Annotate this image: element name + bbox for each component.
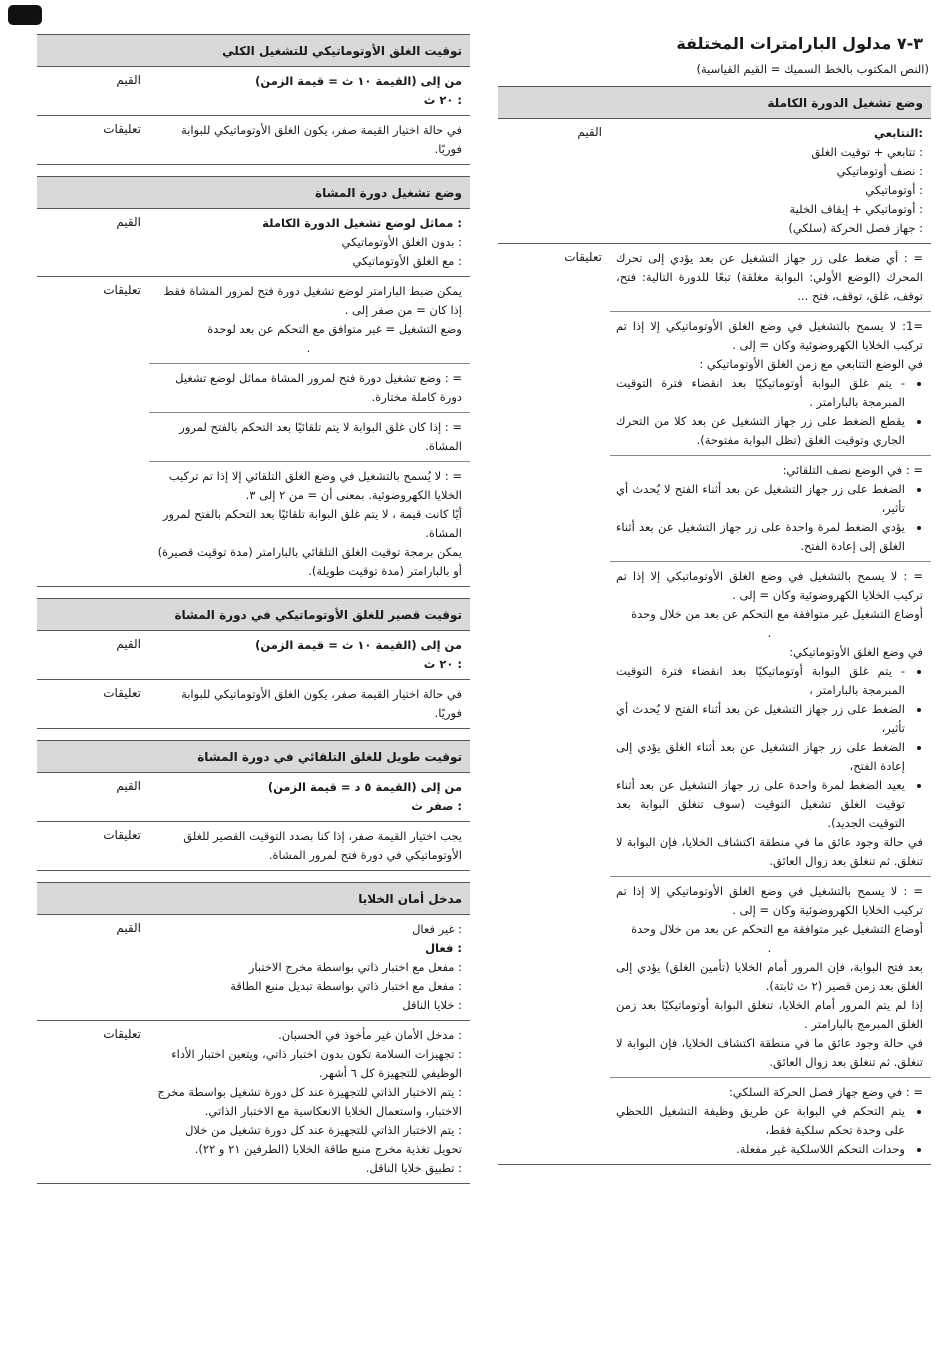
table-title: وضع تشغيل الدورة الكاملة — [610, 87, 931, 119]
comment-block: = : وضع تشغيل دورة فتح لمرور المشاة مماثل لوضع تشغيل دورة كاملة مختارة. — [149, 364, 470, 413]
table-title: توقيت قصير للغلق الأوتوماتيكي في دورة المشاة — [149, 599, 470, 631]
comment-block: =1: لا يسمح بالتشغيل في وضع الغلق الأوتوماتيكي إلا إذا تم تركيب الخلايا الكهروضوئية وكان = إلى . في الوضع التتابعي مع زمن الغلق الأوتوماتيكي : • - يتم غلق البوابة أوتوماتيكيًا بعد انقضاء فترة التوقيت المبرمجة بالبارامتر . • يقطع الضغط على زر جهاز التشغيل عن بعد كلا من التحرك الجاري وتوقيت الغلق (تظل البوابة مفتوحة). — [610, 312, 931, 456]
left-column — [37, 34, 470, 1184]
table-title: مدخل أمان الخلايا — [149, 883, 470, 915]
values-range: من إلى (القيمة ١٠ ث = قيمة الزمن) : ٢٠ ث — [255, 638, 462, 671]
comment-block: = : في وضع جهاز فصل الحركة السلكي: • يتم التحكم في البوابة عن طريق وظيفة التشغيل اللحظي على وحدة تحكم سلكية فقط، • وحدات التحكم اللاسلكية غير مفعلة. — [610, 1078, 931, 1164]
right-column — [498, 34, 931, 1165]
comment-block: يمكن ضبط البارامتر لوضع تشغيل دورة فتح لمرور المشاة فقط إذا كان = من صفر إلى . وضع التشغيل = غير متوافق مع التحكم عن بعد لوحدة . — [149, 277, 470, 364]
values-label: القيم — [37, 915, 149, 1021]
comment-text: في حالة اختيار القيمة صفر، يكون الغلق الأوتوماتيكي للبوابة فوريًا. — [181, 123, 462, 156]
comments-label: تعليقات — [37, 277, 149, 587]
comment-block: = : إذا كان غلق البوابة لا يتم تلقائيًا بعد التحكم بالفتح لمرور المشاة. — [149, 413, 470, 462]
values-label: القيم — [37, 631, 149, 680]
values-list: : غير فعال : فعال : مفعل مع اختبار ذاتي بواسطة مخرج الاختبار : مفعل مع اختبار ذاتي بواسطة تبديل منبع الطاقة : خلايا الناقل — [230, 922, 462, 1012]
comments-label: تعليقات — [37, 116, 149, 165]
comment-block: = : لا يسمح بالتشغيل في وضع الغلق الأوتوماتيكي إلا إذا تم تركيب الخلايا الكهروضوئية وكان = إلى . أوضاع التشغيل غير متوافقة مع التحكم عن بعد من خلال وحدة . في وضع الغلق الأوتوماتيكي: • - يتم غلق البوابة أوتوماتيكيًا بعد انقضاء فترة التوقيت المبرمجة بالبارامتر ، • الضغط على زر جهاز التشغيل عن بعد أثناء الفتح لا يُحدث أي تأثير، • الضغط على زر جهاز التشغيل عن بعد أثناء الغلق يؤدي إلى إعادة الفتح، • يعيد الضغط لمرة واحدة على زر جهاز التشغيل عن بعد أثناء توقيت الغلق تشغيل التوقيت (سوف تنغلق البوابة بعد التوقيت الجديد). في حالة وجود عائق ما في منطقة اكتشاف الخلايا، فإن البوابة لا تنغلق. ثم تنغلق بعد زوال العائق. — [610, 562, 931, 877]
comment-block: = : لا يسمح بالتشغيل في وضع الغلق الأوتوماتيكي إلا إذا تم تركيب الخلايا الكهروضوئية وكان = إلى . أوضاع التشغيل غير متوافقة مع التحكم عن بعد من خلال وحدة . بعد فتح البوابة، فإن المرور أمام الخلايا (تأمين الغلق) يؤدي إلى الغلق بعد زمن قصير (٢ ث ثابتة). إذا لم يتم المرور أمام الخلايا، تنغلق البوابة أوتوماتيكيًا بعد زمن الغلق المبرمج بالبارامتر . في حالة وجود عائق ما في منطقة اكتشاف الخلايا، فإن البوابة لا تنغلق. ثم تنغلق بعد زوال العائق. — [610, 877, 931, 1078]
values-label: القيم — [498, 119, 610, 244]
comments-label: تعليقات — [37, 680, 149, 729]
page-number-tab — [8, 5, 42, 25]
parameters-tables — [37, 34, 470, 1184]
values-range: من إلى (القيمة ٥ د = قيمة الزمن) : صفر ث — [267, 780, 462, 813]
comments-label: تعليقات — [498, 244, 610, 1165]
table-title: توقيت الغلق الأوتوماتيكي للتشغيل الكلي — [149, 35, 470, 67]
table-title: وضع تشغيل دورة المشاة — [149, 177, 470, 209]
comments-label: تعليقات — [37, 822, 149, 871]
comment-text: في حالة اختيار القيمة صفر، يكون الغلق الأوتوماتيكي للبوابة فوريًا. — [181, 687, 462, 720]
section-title: ٣-٧ مدلول البارامترات المختلفة — [676, 34, 923, 53]
values-list: : مماثل لوضع تشغيل الدورة الكاملة : بدون الغلق الأوتوماتيكي : مع الغلق الأوتوماتيكي — [262, 216, 462, 268]
comment-block: = : لا يُسمح بالتشغيل في وضع الغلق التلقائي إلا إذا تم تركيب الخلايا الكهروضوئية. بمعنى أن = من ٢ إلى ٣. أيًا كانت قيمة ، لا يتم غلق البوابة تلقائيًا بعد التحكم بالفتح لمرور المشاة. يمكن برمجة توقيت الغلق التلقائي بالبارامتر (مدة توقيت قصيرة) أو بالبارامتر (مدة توقيت طويلة). — [157, 469, 462, 578]
values-list: :التتابعي : تتابعي + توقيت الغلق : نصف أوتوماتيكي : أوتوماتيكي : أوتوماتيكي + إيقاف الخلية : جهاز فصل الحركة (سلكي) — [788, 126, 923, 235]
comment-text: يجب اختيار القيمة صفر، إذا كنا بصدد التوقيت القصير للغلق الأوتوماتيكي في دورة فتح لمرور المشاة. — [183, 829, 462, 862]
table-title: توقيت طويل للغلق التلقائي في دورة المشاة — [149, 741, 470, 773]
full-cycle-mode-table — [498, 86, 931, 1165]
section-subtitle: (النص المكتوب بالخط السميك = القيم القياسية) — [696, 62, 929, 76]
values-label: القيم — [37, 67, 149, 116]
values-label: القيم — [37, 209, 149, 277]
values-label: القيم — [37, 773, 149, 822]
comments-label: تعليقات — [37, 1021, 149, 1184]
values-range: من إلى (القيمة ١٠ ث = قيمة الزمن) : ٢٠ ث — [255, 74, 462, 107]
comment-block: = : أي ضغط على زر جهاز التشغيل عن بعد يؤدي إلى تحرك المحرك (الوضع الأولي: البوابة مغلقة) تبعًا للدورة التالية: فتح، توقف، غلق، توقف، فتح ... — [610, 244, 931, 312]
comment-block: = : في الوضع نصف التلقائي: • الضغط على زر جهاز التشغيل عن بعد أثناء الفتح لا يُحدث أي تأثير، • يؤدي الضغط لمرة واحدة على زر جهاز التشغيل عن بعد أثناء الغلق إلى إعادة الفتح. — [610, 456, 931, 562]
comments-list: : مدخل الأمان غير مأخوذ في الحسبان. : تجهيزات السلامة تكون بدون اختبار ذاتي، ويتعين اختبار الأداء الوظيفي للتجهيزة كل ٦ أشهر. : يتم الاختبار الذاتي للتجهيزة عند كل دورة تشغيل بواسطة مخرج الاختبار، واستعمال الخلايا الانعكاسية مع الاختبار الذاتي. : يتم الاختبار الذاتي للتجهيزة عند كل دورة تشغيل من خلال تحويل تغذية مخرج منبع طاقة الخلايا (الطرفين ٢١ و ٢٢). : تطبيق خلايا الناقل. — [157, 1028, 462, 1175]
